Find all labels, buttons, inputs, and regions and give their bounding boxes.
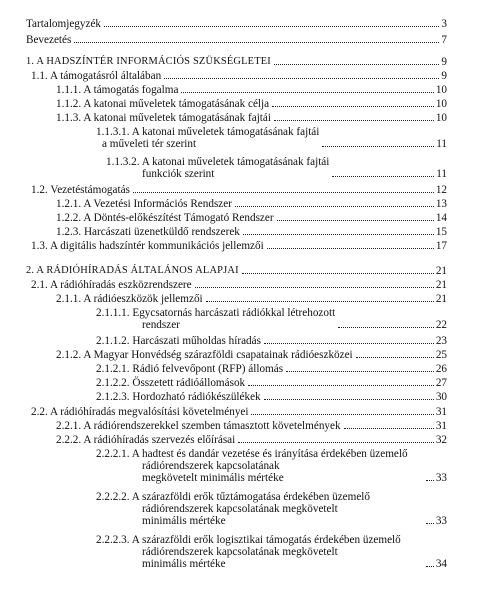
toc-entry-label: 2.2. A rádióhíradás megvalósítási követelményei [31,406,249,418]
toc-entry-label: 2.1.2.3. Hordozható rádiókészülékek [96,391,261,403]
toc-entry-page: 27 [435,377,447,389]
toc-entry-label: 1.1.3. A katonai műveletek támogatásának fajtái [56,112,271,124]
toc-leader-dots [248,385,434,386]
toc-entry-label: 1.2.3. Harcászati üzenetküldő rendszerek [56,226,240,238]
toc-entry-page: 26 [435,363,447,375]
toc-entry[interactable] [56,420,447,432]
toc-entry[interactable] [31,184,447,196]
toc-leader-dots [264,343,434,344]
toc-leader-dots [206,301,434,302]
toc-leader-dots [242,273,434,274]
toc-entry[interactable] [26,56,447,68]
toc-entry-text: 2.2.2.1. A hadtest és dandár vezetése és irányítása érdekében üzemelő rádiórendszerek kapcsolatának [96,448,408,472]
toc-leader-dots [426,523,434,524]
toc-entry[interactable] [56,349,447,361]
toc-entry[interactable] [56,212,447,224]
toc-entry-page: 9 [441,56,447,68]
toc-entry-label: 2.1. A rádióhíradás eszközrendszere [31,279,192,291]
toc-leader-dots [322,146,434,147]
toc-entry-text: 1.1.3.2. A katonai műveletek támogatásának fajtái [106,156,330,168]
toc-leader-dots [277,220,434,221]
toc-entry-page: 34 [435,558,447,570]
toc-entry-label: 1.2.1. A Vezetési Információs Rendszer [56,198,232,210]
toc-entry-text: 2.1.1.1. Egycsatornás harcászati rádiókkal létrehozott [96,307,336,319]
toc-entry-page: 30 [435,391,447,403]
toc-leader-dots [238,442,434,443]
toc-leader-dots [251,414,433,415]
toc-entry-label: 2.2.1. A rádiórendszerekkel szemben támasztott követelmények [56,420,341,432]
toc-leader-dots [133,192,434,193]
toc-entry-label: a műveleti tér szerint [102,138,197,150]
toc-entry[interactable] [31,279,447,291]
toc-entry-label: 1.2. Vezetéstámogatás [31,184,130,196]
toc-entry-label: 1.1. A támogatásról általában [31,70,162,82]
toc-entry-label: 2.1.2.2. Összetett rádióállomások [96,377,246,389]
toc-leader-dots [195,287,434,288]
toc-leader-dots [267,248,434,249]
toc-entry[interactable] [96,307,447,331]
toc-entry-page: 31 [435,420,447,432]
toc-entry-page: 10 [435,98,447,110]
toc-leader-dots [235,206,434,207]
toc-entry[interactable] [96,126,447,150]
toc-entry-page: 31 [435,406,447,418]
toc-entry-page: 9 [441,70,447,82]
toc-entry[interactable] [56,84,447,96]
toc-entry-label: minimális mértéke [142,515,226,527]
toc-entry-label: 2.1.1. A rádióeszközök jellemzői [56,293,203,305]
toc-leader-dots [274,120,434,121]
toc-leader-dots [164,78,439,79]
toc-entry-page: 3 [441,18,447,30]
toc-entry-label: 2.1.2. A Magyar Honvédség szárazföldi csapatainak rádióeszközei [56,349,353,361]
toc-entry-page: 10 [435,112,447,124]
toc-entry-label: rendszer [142,319,180,331]
toc-entry[interactable] [56,112,447,124]
toc-entry[interactable] [26,34,447,46]
toc-leader-dots [286,371,434,372]
toc-entry[interactable] [96,377,447,389]
toc-leader-dots [426,566,434,567]
toc-entry[interactable] [26,265,447,277]
toc-entry-label: 2.2.2. A rádióhíradás szervezés előírásai [56,434,236,446]
toc-entry[interactable] [96,491,447,527]
toc-entry[interactable] [96,448,447,484]
toc-leader-dots [274,64,439,65]
toc-entry-page: 11 [436,138,447,150]
toc-entry[interactable] [26,18,447,30]
toc-entry-page: 33 [435,515,447,527]
toc-leader-dots [426,480,434,481]
toc-entry-label: funkciók szerint [142,168,215,180]
toc-entry-label: 1.1.2. A katonai műveletek támogatásának célja [56,98,270,110]
toc-entry-label: 1.1.1. A támogatás fogalma [56,84,179,96]
toc-leader-dots [181,92,433,93]
toc-leader-dots [264,399,434,400]
toc-entry-label: megkövetelt minimális mértéke [142,472,284,484]
toc-entry-page: 21 [435,279,447,291]
toc-entry-text: 2.2.2.2. A szárazföldi erők tűztámogatása érdekében üzemelő rádiórendszerek kapcsolatának megkövetelt [96,491,370,515]
toc-entry[interactable] [56,98,447,110]
toc-entry-label: 2. A RÁDIÓHÍRADÁS ÁLTALÁNOS ALAPJAI [26,265,239,276]
toc-entry[interactable] [96,534,447,570]
toc-entry[interactable] [106,156,447,180]
toc-entry[interactable] [96,391,447,403]
toc-entry-page: 11 [436,168,447,180]
toc-leader-dots [356,357,434,358]
toc-entry[interactable] [31,406,447,418]
toc-entry-page: 7 [441,34,447,46]
toc-leader-dots [243,234,434,235]
toc-entry-label: 1. A HADSZÍNTÉR INFORMÁCIÓS SZÜKSÉGLETEI [26,56,271,67]
toc-entry-page: 33 [435,472,447,484]
toc-entry-label: 1.3. A digitális hadszíntér kommunikációs jellemzői [31,240,264,252]
toc-entry-page: 21 [435,265,447,277]
toc-entry[interactable] [56,293,447,305]
toc-entry-page: 22 [435,319,447,331]
toc-leader-dots [74,42,439,43]
toc-entry-label: 2.1.1.2. Harcászati műholdas híradás [96,335,261,347]
toc-entry[interactable] [96,363,447,375]
toc-leader-dots [104,26,439,27]
toc-entry-label: Tartalomjegyzék [26,18,102,30]
toc-entry-label: minimális mértéke [142,558,226,570]
toc-entry-page: 17 [435,240,447,252]
toc-entry-page: 12 [435,184,447,196]
toc-entry[interactable] [31,70,447,82]
toc-entry-text: 1.1.3.1. A katonai műveletek támogatásának fajtái [96,126,320,138]
toc-entry-page: 10 [435,84,447,96]
toc-entry-label: Bevezetés [26,34,72,46]
toc-entry[interactable] [56,226,447,238]
toc-entry-page: 15 [435,226,447,238]
toc-entry-label: 1.2.2. A Döntés-előkészítést Támogató Rendszer [56,212,274,224]
toc-leader-dots [338,327,434,328]
toc-entry[interactable] [31,240,447,252]
toc-entry[interactable] [56,198,447,210]
toc-entry-page: 32 [435,434,447,446]
toc-entry-page: 23 [435,335,447,347]
toc-entry-page: 25 [435,349,447,361]
toc-leader-dots [344,428,434,429]
toc-entry-page: 13 [435,198,447,210]
toc-leader-dots [272,106,434,107]
toc-leader-dots [332,176,434,177]
toc-entry[interactable] [56,434,447,446]
toc-entry[interactable] [96,335,447,347]
toc-entry-text: 2.2.2.3. A szárazföldi erők logisztikai támogatás érdekében üzemelő rádiórendszerek kapcsolatának megkövetelt [96,534,401,558]
toc-entry-label: 2.1.2.1. Rádió felvevőpont (RFP) állomás [96,363,284,375]
toc-entry-page: 21 [435,293,447,305]
toc-entry-page: 14 [435,212,447,224]
